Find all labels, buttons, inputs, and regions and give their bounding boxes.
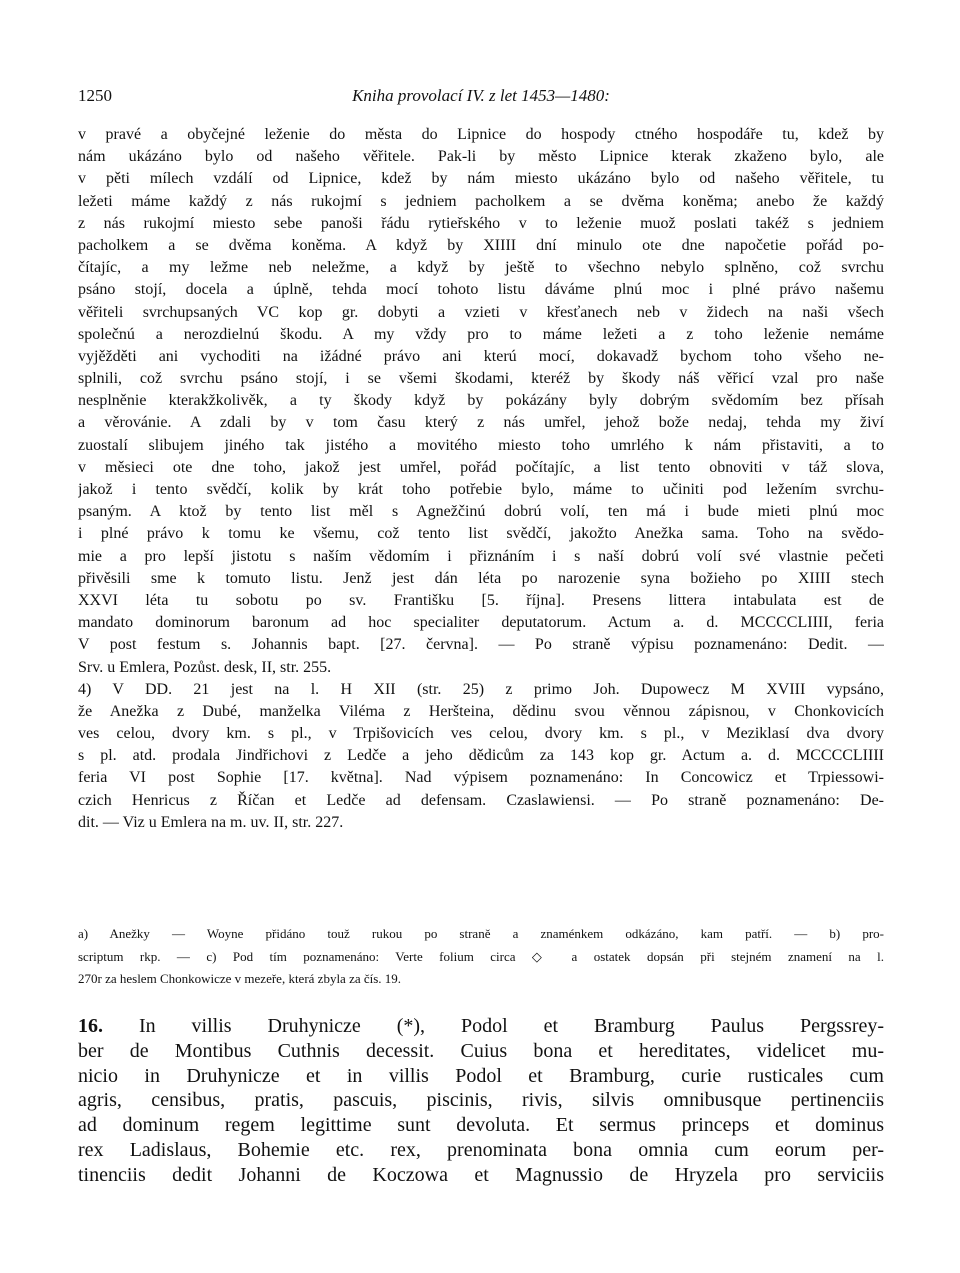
entry-line: [78, 1014, 884, 1039]
footnote-line: a) Anežky — Woyne přidáno touž rukou po straně a znaménkem odkázáno, kam patří. — b) pro-: [78, 926, 884, 941]
text-line: v pravé a obyčejné leženie do města do Lipnice do hospody ctného hospodáře tu, kdež by: [78, 126, 884, 143]
text-line: že Anežka z Dubé, manželka Viléma z Heršteina, dědinu svou věnnou zápisnou, v Chonkovicích: [78, 702, 884, 720]
footnote-line: scriptum rkp. — c) Pod tím poznamenáno: Verte folium circa ◇ a ostatek dopsán při stejném znamení na l.: [78, 948, 884, 964]
text-line: věřiteli svrchupsaných VC kop gr. dobyti a vzieti v křesťanech neb v židech na naši všech: [78, 303, 884, 321]
page-number: 1250: [78, 86, 112, 105]
text-line: v měsieci ote dne toho, jakož jest umřel, pořád počítajíc, a list tento obnoviti v táž slova,: [78, 458, 884, 476]
running-title: Kniha provolací IV. z let 1453—1480:: [352, 86, 610, 105]
text-line: nám ukázáno bylo od našeho věřitele. Pak-li by město Lipnice kterak zkaženo bylo, ale: [78, 148, 884, 166]
entry-text: In villis Druhynicze (*), Podol et Bramburg Paulus Pergssrey-: [138, 1015, 884, 1037]
text-line: dit. — Viz u Emlera na m. uv. II, str. 227.: [78, 813, 344, 831]
text-line: psaným. A ktož by tento list měl s Agnežčinú dobrú volí, ten má i bude mieti plnú moc: [78, 503, 884, 521]
text-line: ležeti máme každý z nás rukojmí s jedniem pacholkem a se dvěma koněma; anebo že každý: [78, 192, 884, 210]
text-line: XXVI léta tu sobotu po sv. Františku [5. října]. Presens littera intabulata est de: [78, 591, 884, 609]
entry-line: ber de Montibus Cuthnis decessit. Cuius bona et hereditates, videlicet mu-: [78, 1039, 884, 1062]
text-line: s pl. atd. prodala Jindřichovi z Ledče a jeho dědicům za 143 kop gr. Actum a. d. MCCCCLIIII: [78, 747, 884, 765]
page-header: [78, 86, 884, 112]
text-line: czich Henricus z Říčan et Ledče ad defensam. Czaslawiensi. — Po straně poznamenáno: De-: [78, 791, 884, 809]
entry-number: 16.: [78, 1015, 103, 1037]
entry-line: ad dominum regem legittime sunt devoluta. Et sermus princeps et dominus: [78, 1114, 884, 1137]
text-line: splnili, což svrchu psáno stojí, i se všemi škodami, kteréž by škody náš věřicí vzal pro naše: [78, 370, 884, 388]
text-line: zuostalí slibujem jiného tak jistého a movitého miesto toho umrlého k nám přistaviti, a to: [78, 436, 884, 454]
entry-line: rex Ladislaus, Bohemie etc. rex, prenominata bona omnia cum eorum per-: [78, 1138, 884, 1161]
text-line: psáno stojí, docela a úplně, tehda mocí tohoto listu dáváme plnú moc i plné právo našemu: [78, 281, 884, 299]
text-line: V post festum s. Johannis bapt. [27. června]. — Po straně výpisu poznamenáno: Dedit. —: [78, 636, 884, 654]
entry-16: [78, 1014, 884, 1188]
footnote-line: 270r za heslem Chonkowicze v mezeře, která zbyla za čís. 19.: [78, 971, 402, 986]
text-line: přivěsili sme k tomuto listu. Jenž jest dán léta po narozenie syna božieho po XIIII stech: [78, 569, 884, 587]
footnotes: [78, 923, 884, 991]
text-line: čítajíc, a my ležme neb neležme, a když by ještě to všechno nebylo splněno, což svrchu: [78, 259, 884, 277]
text-line: v pěti mílech vzdálí od Lipnice, kdež by nám miesto ukázáno bylo od našeho věřitele, tu: [78, 170, 884, 188]
text-line: i plné právo k tomu ke všemu, což tento list svědčí, jakožto Anežka sama. Toho na svědo-: [78, 525, 884, 543]
text-line: z nás rukojmí miesto sebe panoši řádu rytieřského v to leženie muož poslati takéž s jedniem: [78, 214, 884, 232]
entry-line: agris, censibus, pratis, pascuis, piscinis, rivis, silvis omnibusque pertinenciis: [78, 1089, 884, 1112]
text-line: mandato dominorum baronum ad hoc specialiter deputatorum. Actum a. d. MCCCCLIIII, feria: [78, 614, 884, 632]
text-line: ves celou, dvory km. s pl., v Trpišovicích ves celou, dvory km. s pl., v Meziklasí dva dvory: [78, 725, 884, 743]
text-line: feria VI post Sophie [17. května]. Nad výpisem poznamenáno: In Concowicz et Trpiessowi-: [78, 769, 884, 787]
entry-line: tinenciis dedit Johanni de Koczowa et Magnussio de Hryzela pro serviciis: [78, 1163, 884, 1186]
entry-line: nicio in Druhynicze et in villis Podol et Bramburg, curie rusticales cum: [78, 1064, 884, 1087]
text-line: nesplněnie kterakžkolivěk, a ty škody když by pokázány byly dobrým svědomím bez přísah: [78, 392, 884, 410]
text-line: 4) V DD. 21 jest na l. H XII (str. 25) z primo Joh. Dupowecz M XVIII vypsáno,: [78, 680, 884, 698]
text-line: společnú a nerozdielnú škodu. A my vždy pro to máme ležeti a z toho leženie nemáme: [78, 325, 884, 343]
text-line: pacholkem a se dvěma koněma. A když by XIIII dní minulo ote dne napočetie pořád po-: [78, 236, 884, 254]
text-line: jakož i tento svědčí, kolik by krát toho potřebie bylo, máme to učiniti pod ležením svrchu-: [78, 481, 884, 498]
body-text: [78, 124, 884, 834]
text-line: a věrovánie. A zdali by v tom času který z nás umřel, jehož bože nedaj, tehda my živí: [78, 414, 884, 432]
text-line: Srv. u Emlera, Pozůst. desk, II, str. 255.: [78, 658, 332, 676]
text-line: mie a pro lepší jistotu s naším vědomím i přiznáním i s naší dobrú volí své vlastnie pečeti: [78, 547, 884, 565]
text-line: vyjěžděti ani vychoditi na ižádné právo ani kterú mocí, dokavadž bychom toho všeho ne-: [78, 347, 884, 365]
